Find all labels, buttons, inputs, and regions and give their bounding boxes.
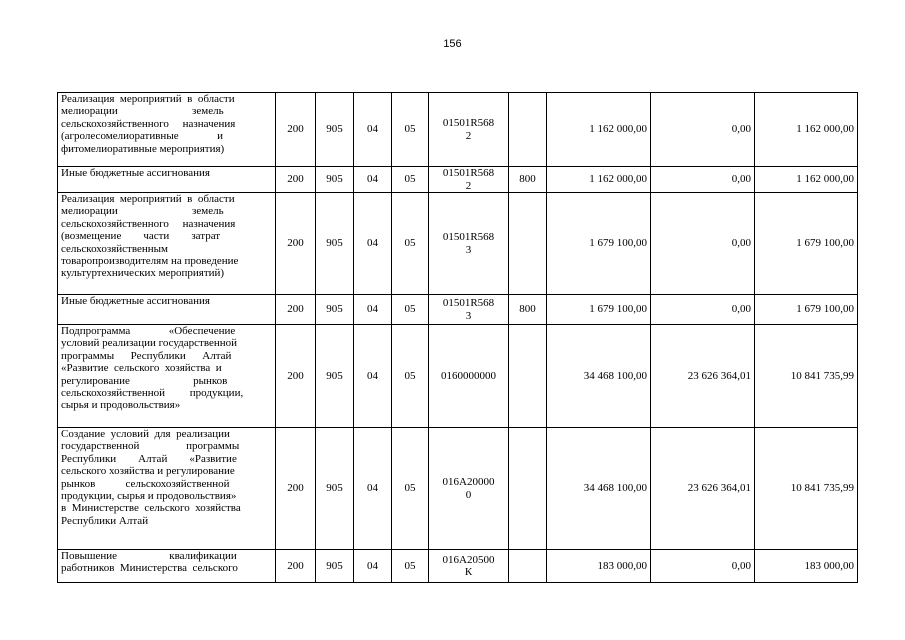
budget-table bbox=[57, 92, 858, 583]
expense-type bbox=[509, 93, 547, 167]
column-code-4: 05 bbox=[392, 167, 429, 193]
column-code-2: 905 bbox=[316, 325, 354, 428]
amount-remaining: 10 841 735,99 bbox=[755, 428, 858, 550]
column-code-3: 04 bbox=[354, 428, 392, 550]
amount-planned: 1 162 000,00 bbox=[547, 167, 651, 193]
table-body bbox=[58, 93, 858, 583]
target-article-code: 01501R568 3 bbox=[429, 193, 509, 295]
column-code-1: 200 bbox=[276, 295, 316, 325]
column-code-1: 200 bbox=[276, 428, 316, 550]
amount-planned: 183 000,00 bbox=[547, 550, 651, 583]
row-description: Создание условий для реализации государственной программы Республики Алтай «Развитие сельского хозяйства и регулирование рынков сельскохозяйственной продукции, сырья и продовольствия» в Министерстве сельского хозяйства Республики Алтай bbox=[58, 428, 276, 550]
target-article-code: 016А20500 К bbox=[429, 550, 509, 583]
amount-remaining: 10 841 735,99 bbox=[755, 325, 858, 428]
target-article-code: 01501R568 2 bbox=[429, 167, 509, 193]
amount-executed: 23 626 364,01 bbox=[651, 428, 755, 550]
column-code-4: 05 bbox=[392, 193, 429, 295]
amount-executed: 0,00 bbox=[651, 93, 755, 167]
row-description: Иные бюджетные ассигнования bbox=[58, 167, 276, 193]
row-description: Подпрограмма «Обеспечение условий реализации государственной программы Республики Алтай «Развитие сельского хозяйства и регулирование рынков сельскохозяйственной продукции, сырья и продовольствия» bbox=[58, 325, 276, 428]
page-number: 156 bbox=[443, 38, 462, 50]
row-description: Реализация мероприятий в области мелиорации земель сельскохозяйственного назначения (агролесомелиоративные и фитомелиоративные мероприятия) bbox=[58, 93, 276, 167]
expense-type bbox=[509, 193, 547, 295]
table-row bbox=[58, 295, 858, 325]
column-code-3: 04 bbox=[354, 550, 392, 583]
amount-planned: 1 679 100,00 bbox=[547, 295, 651, 325]
column-code-3: 04 bbox=[354, 193, 392, 295]
row-description: Повышение квалификации работников Министерства сельского bbox=[58, 550, 276, 583]
column-code-4: 05 bbox=[392, 325, 429, 428]
column-code-4: 05 bbox=[392, 93, 429, 167]
amount-planned: 1 679 100,00 bbox=[547, 193, 651, 295]
table-row bbox=[58, 325, 858, 428]
column-code-1: 200 bbox=[276, 167, 316, 193]
column-code-3: 04 bbox=[354, 167, 392, 193]
expense-type bbox=[509, 428, 547, 550]
amount-executed: 0,00 bbox=[651, 193, 755, 295]
amount-executed: 0,00 bbox=[651, 295, 755, 325]
amount-executed: 23 626 364,01 bbox=[651, 325, 755, 428]
table-row bbox=[58, 167, 858, 193]
amount-planned: 34 468 100,00 bbox=[547, 428, 651, 550]
row-description: Иные бюджетные ассигнования bbox=[58, 295, 276, 325]
amount-remaining: 1 679 100,00 bbox=[755, 193, 858, 295]
column-code-3: 04 bbox=[354, 93, 392, 167]
table-row bbox=[58, 93, 858, 167]
target-article-code: 016А20000 0 bbox=[429, 428, 509, 550]
target-article-code: 0160000000 bbox=[429, 325, 509, 428]
target-article-code: 01501R568 3 bbox=[429, 295, 509, 325]
column-code-1: 200 bbox=[276, 93, 316, 167]
expense-type: 800 bbox=[509, 167, 547, 193]
amount-executed: 0,00 bbox=[651, 550, 755, 583]
amount-remaining: 1 162 000,00 bbox=[755, 167, 858, 193]
column-code-1: 200 bbox=[276, 325, 316, 428]
row-description: Реализация мероприятий в области мелиорации земель сельскохозяйственного назначения (возмещение части затрат сельскохозяйственным товаропроизводителям на проведение культуртехнических мероприятий) bbox=[58, 193, 276, 295]
column-code-3: 04 bbox=[354, 295, 392, 325]
column-code-2: 905 bbox=[316, 167, 354, 193]
table-row bbox=[58, 193, 858, 295]
column-code-2: 905 bbox=[316, 193, 354, 295]
amount-remaining: 183 000,00 bbox=[755, 550, 858, 583]
column-code-4: 05 bbox=[392, 550, 429, 583]
amount-remaining: 1 162 000,00 bbox=[755, 93, 858, 167]
expense-type: 800 bbox=[509, 295, 547, 325]
amount-remaining: 1 679 100,00 bbox=[755, 295, 858, 325]
target-article-code: 01501R568 2 bbox=[429, 93, 509, 167]
column-code-2: 905 bbox=[316, 428, 354, 550]
column-code-1: 200 bbox=[276, 550, 316, 583]
amount-executed: 0,00 bbox=[651, 167, 755, 193]
column-code-4: 05 bbox=[392, 295, 429, 325]
table-row bbox=[58, 550, 858, 583]
column-code-4: 05 bbox=[392, 428, 429, 550]
column-code-2: 905 bbox=[316, 550, 354, 583]
column-code-1: 200 bbox=[276, 193, 316, 295]
amount-planned: 1 162 000,00 bbox=[547, 93, 651, 167]
expense-type bbox=[509, 325, 547, 428]
column-code-3: 04 bbox=[354, 325, 392, 428]
expense-type bbox=[509, 550, 547, 583]
column-code-2: 905 bbox=[316, 93, 354, 167]
table-row bbox=[58, 428, 858, 550]
column-code-2: 905 bbox=[316, 295, 354, 325]
amount-planned: 34 468 100,00 bbox=[547, 325, 651, 428]
